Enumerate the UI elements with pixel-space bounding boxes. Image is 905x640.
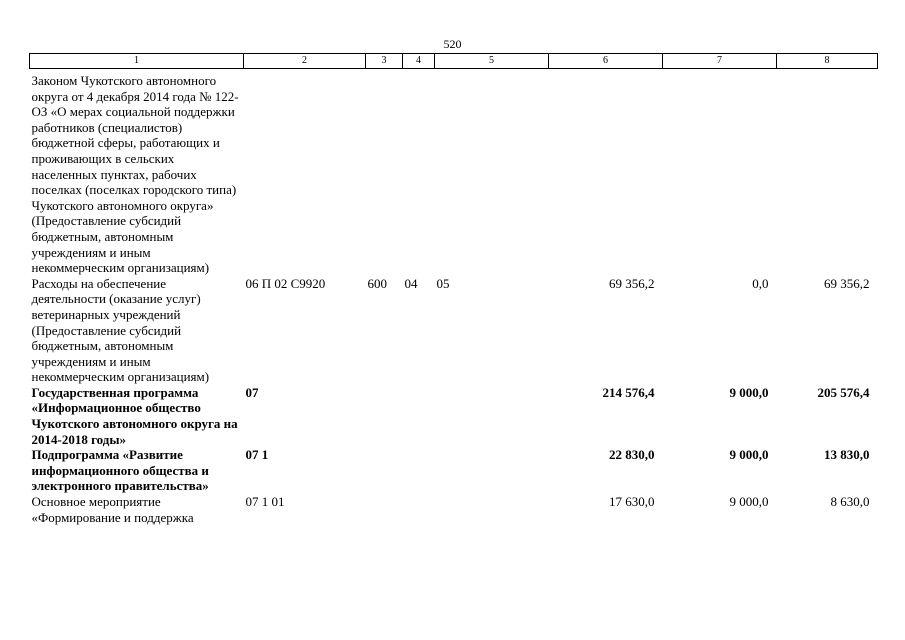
column-header: 2 — [244, 54, 366, 69]
row-col4 — [403, 69, 435, 276]
row-col5 — [435, 494, 549, 525]
table-row — [30, 385, 878, 447]
row-code: 07 — [245, 384, 259, 400]
row-col4 — [403, 385, 435, 447]
row-col3 — [366, 385, 403, 447]
row-col4 — [403, 494, 435, 525]
row-col5: 05 — [436, 275, 450, 291]
row-col5 — [435, 69, 549, 276]
row-col5 — [435, 385, 549, 447]
row-name: Расходы на обеспечение деятельности (оказание услуг) ветеринарных учреждений (Предоставление субсидий бюджетным, автономным учреждениям и иным некоммерческим организациям) — [31, 275, 210, 385]
row-name: Законом Чукотского автономного округа от 4 декабря 2014 года № 122-ОЗ «О мерах социальной поддержки работников (специалистов) бюджетной сферы, работающих и проживающих в сельских населенных пунктах, рабочих поселках (поселках городского типа) Чукотского автономного округа» (Предоставление субсидий бюджетным, автономным учреждениям и иным некоммерческим организациям) — [31, 73, 239, 276]
row-value-6: 214 576,4 — [602, 384, 655, 400]
row-value-8: 8 630,0 — [830, 494, 870, 510]
column-header: 1 — [30, 54, 244, 69]
row-name: Государственная программа «Информационное общество Чукотского автономного округа на 2014-2018 годы» — [31, 384, 238, 447]
row-name: Подпрограмма «Развитие информационного общества и электронного правительства» — [31, 447, 209, 494]
row-value-8: 205 576,4 — [817, 384, 870, 400]
row-value-7: 0,0 — [752, 275, 769, 291]
column-header: 4 — [403, 54, 435, 69]
row-value-8: 13 830,0 — [824, 447, 870, 463]
row-value-6: 17 630,0 — [609, 494, 655, 510]
row-value-7 — [663, 69, 777, 276]
row-value-7: 9 000,0 — [729, 494, 769, 510]
page-number: 520 — [443, 37, 462, 51]
table-row — [30, 69, 878, 276]
row-code — [244, 69, 366, 276]
column-header: 5 — [435, 54, 549, 69]
row-col3: 600 — [367, 275, 387, 291]
column-header: 7 — [663, 54, 777, 69]
row-value-6: 69 356,2 — [609, 275, 655, 291]
row-code: 07 1 01 — [245, 494, 285, 510]
row-col5 — [435, 447, 549, 494]
table-row — [30, 276, 878, 385]
row-col3 — [366, 447, 403, 494]
row-value-8: 69 356,2 — [824, 275, 870, 291]
row-value-7: 9 000,0 — [729, 447, 769, 463]
row-code: 07 1 — [245, 447, 269, 463]
row-value-6 — [549, 69, 663, 276]
column-header: 6 — [549, 54, 663, 69]
row-code: 06 П 02 С9920 — [245, 275, 326, 291]
column-header: 3 — [366, 54, 403, 69]
row-col4 — [403, 447, 435, 494]
row-name: Основное мероприятие «Формирование и поддержка — [31, 494, 194, 525]
row-value-6: 22 830,0 — [609, 447, 655, 463]
budget-table — [29, 53, 878, 525]
row-value-7: 9 000,0 — [729, 384, 769, 400]
table-body — [30, 69, 878, 526]
column-header: 8 — [777, 54, 878, 69]
row-col3 — [366, 69, 403, 276]
row-value-8 — [777, 69, 878, 276]
table-row — [30, 447, 878, 494]
table-header — [30, 54, 878, 69]
row-col4: 04 — [404, 275, 418, 291]
table-row — [30, 494, 878, 525]
row-col3 — [366, 494, 403, 525]
